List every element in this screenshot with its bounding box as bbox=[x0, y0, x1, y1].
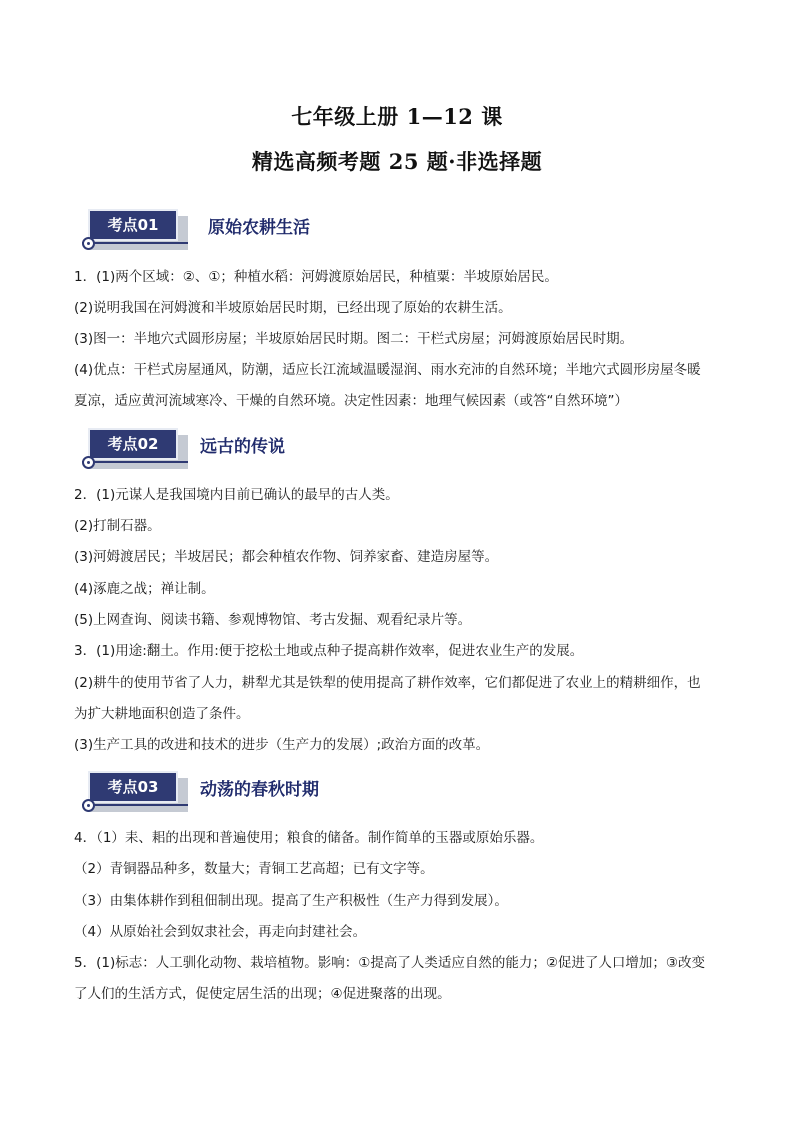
answer-line: (2)耕牛的使用节省了人力，耕犁尤其是铁犁的使用提高了耕作效率，它们都促进了农业上的精耕细作，也 bbox=[74, 675, 701, 691]
section-header-02 bbox=[80, 425, 480, 473]
badge-underline bbox=[82, 804, 188, 806]
section-header-03 bbox=[80, 768, 480, 816]
section-badge: 考点01 bbox=[88, 209, 178, 241]
answer-line: (5)上网查询、阅读书籍、参观博物馆、考古发掘、观看纪录片等。 bbox=[74, 612, 472, 628]
section-badge: 考点02 bbox=[88, 428, 178, 460]
section-badge: 考点03 bbox=[88, 771, 178, 803]
answer-line: (2)打制石器。 bbox=[74, 518, 161, 534]
badge-underline bbox=[82, 461, 188, 463]
answer-line: （3）由集体耕作到租佃制出现。提高了生产积极性（生产力得到发展）。 bbox=[74, 893, 508, 909]
answer-line: 4．（1）耒、耜的出现和普遍使用；粮食的储备。制作简单的玉器或原始乐器。 bbox=[74, 830, 544, 846]
document-title-line1: 七年级上册 1—12 课 bbox=[291, 104, 503, 129]
document-title-line2: 精选高频考题 25 题·非选择题 bbox=[251, 149, 543, 174]
answer-line: (4)涿鹿之战；禅让制。 bbox=[74, 581, 215, 597]
section-header-01 bbox=[80, 206, 480, 254]
bullet-dot-icon bbox=[82, 456, 95, 469]
answer-line: (2)说明我国在河姆渡和半坡原始居民时期，已经出现了原始的农耕生活。 bbox=[74, 300, 512, 316]
answer-line: (3)生产工具的改进和技术的进步（生产力的发展）;政治方面的改革。 bbox=[74, 737, 490, 753]
bullet-dot-icon bbox=[82, 799, 95, 812]
answer-line: (3)河姆渡居民；半坡居民；都会种植农作物、饲养家畜、建造房屋等。 bbox=[74, 549, 499, 565]
answer-line: 了人们的生活方式，促使定居生活的出现；④促进聚落的出现。 bbox=[74, 986, 451, 1002]
section-title: 远古的传说 bbox=[200, 437, 285, 457]
answer-line: （2）青铜器品种多，数量大；青铜工艺高超；已有文字等。 bbox=[74, 861, 434, 877]
answer-line: 5．(1)标志：人工驯化动物、栽培植物。影响：①提高了人类适应自然的能力；②促进了人口增加；③改变 bbox=[74, 955, 706, 971]
answer-line: 2．(1)元谋人是我国境内目前已确认的最早的古人类。 bbox=[74, 487, 399, 503]
answer-line: 3．(1)用途:翻土。作用:便于挖松土地或点种子提高耕作效率，促进农业生产的发展。 bbox=[74, 643, 584, 659]
answer-line: 夏凉，适应黄河流域寒冷、干燥的自然环境。决定性因素：地理气候因素（或答“自然环境”） bbox=[74, 393, 628, 409]
answer-line: 1．(1)两个区域：②、①；种植水稻：河姆渡原始居民，种植粟：半坡原始居民。 bbox=[74, 269, 558, 285]
badge-underline bbox=[82, 242, 188, 244]
answer-line: 为扩大耕地面积创造了条件。 bbox=[74, 706, 250, 722]
answer-line: (3)图一：半地穴式圆形房屋；半坡原始居民时期。图二：干栏式房屋；河姆渡原始居民时期。 bbox=[74, 331, 634, 347]
bullet-dot-icon bbox=[82, 237, 95, 250]
section-title: 原始农耕生活 bbox=[208, 218, 310, 238]
answer-line: (4)优点：干栏式房屋通风，防潮，适应长江流域温暖湿润、雨水充沛的自然环境；半地穴式圆形房屋冬暖 bbox=[74, 362, 701, 378]
answer-line: （4）从原始社会到奴隶社会，再走向封建社会。 bbox=[74, 924, 367, 940]
section-title: 动荡的春秋时期 bbox=[200, 780, 319, 800]
